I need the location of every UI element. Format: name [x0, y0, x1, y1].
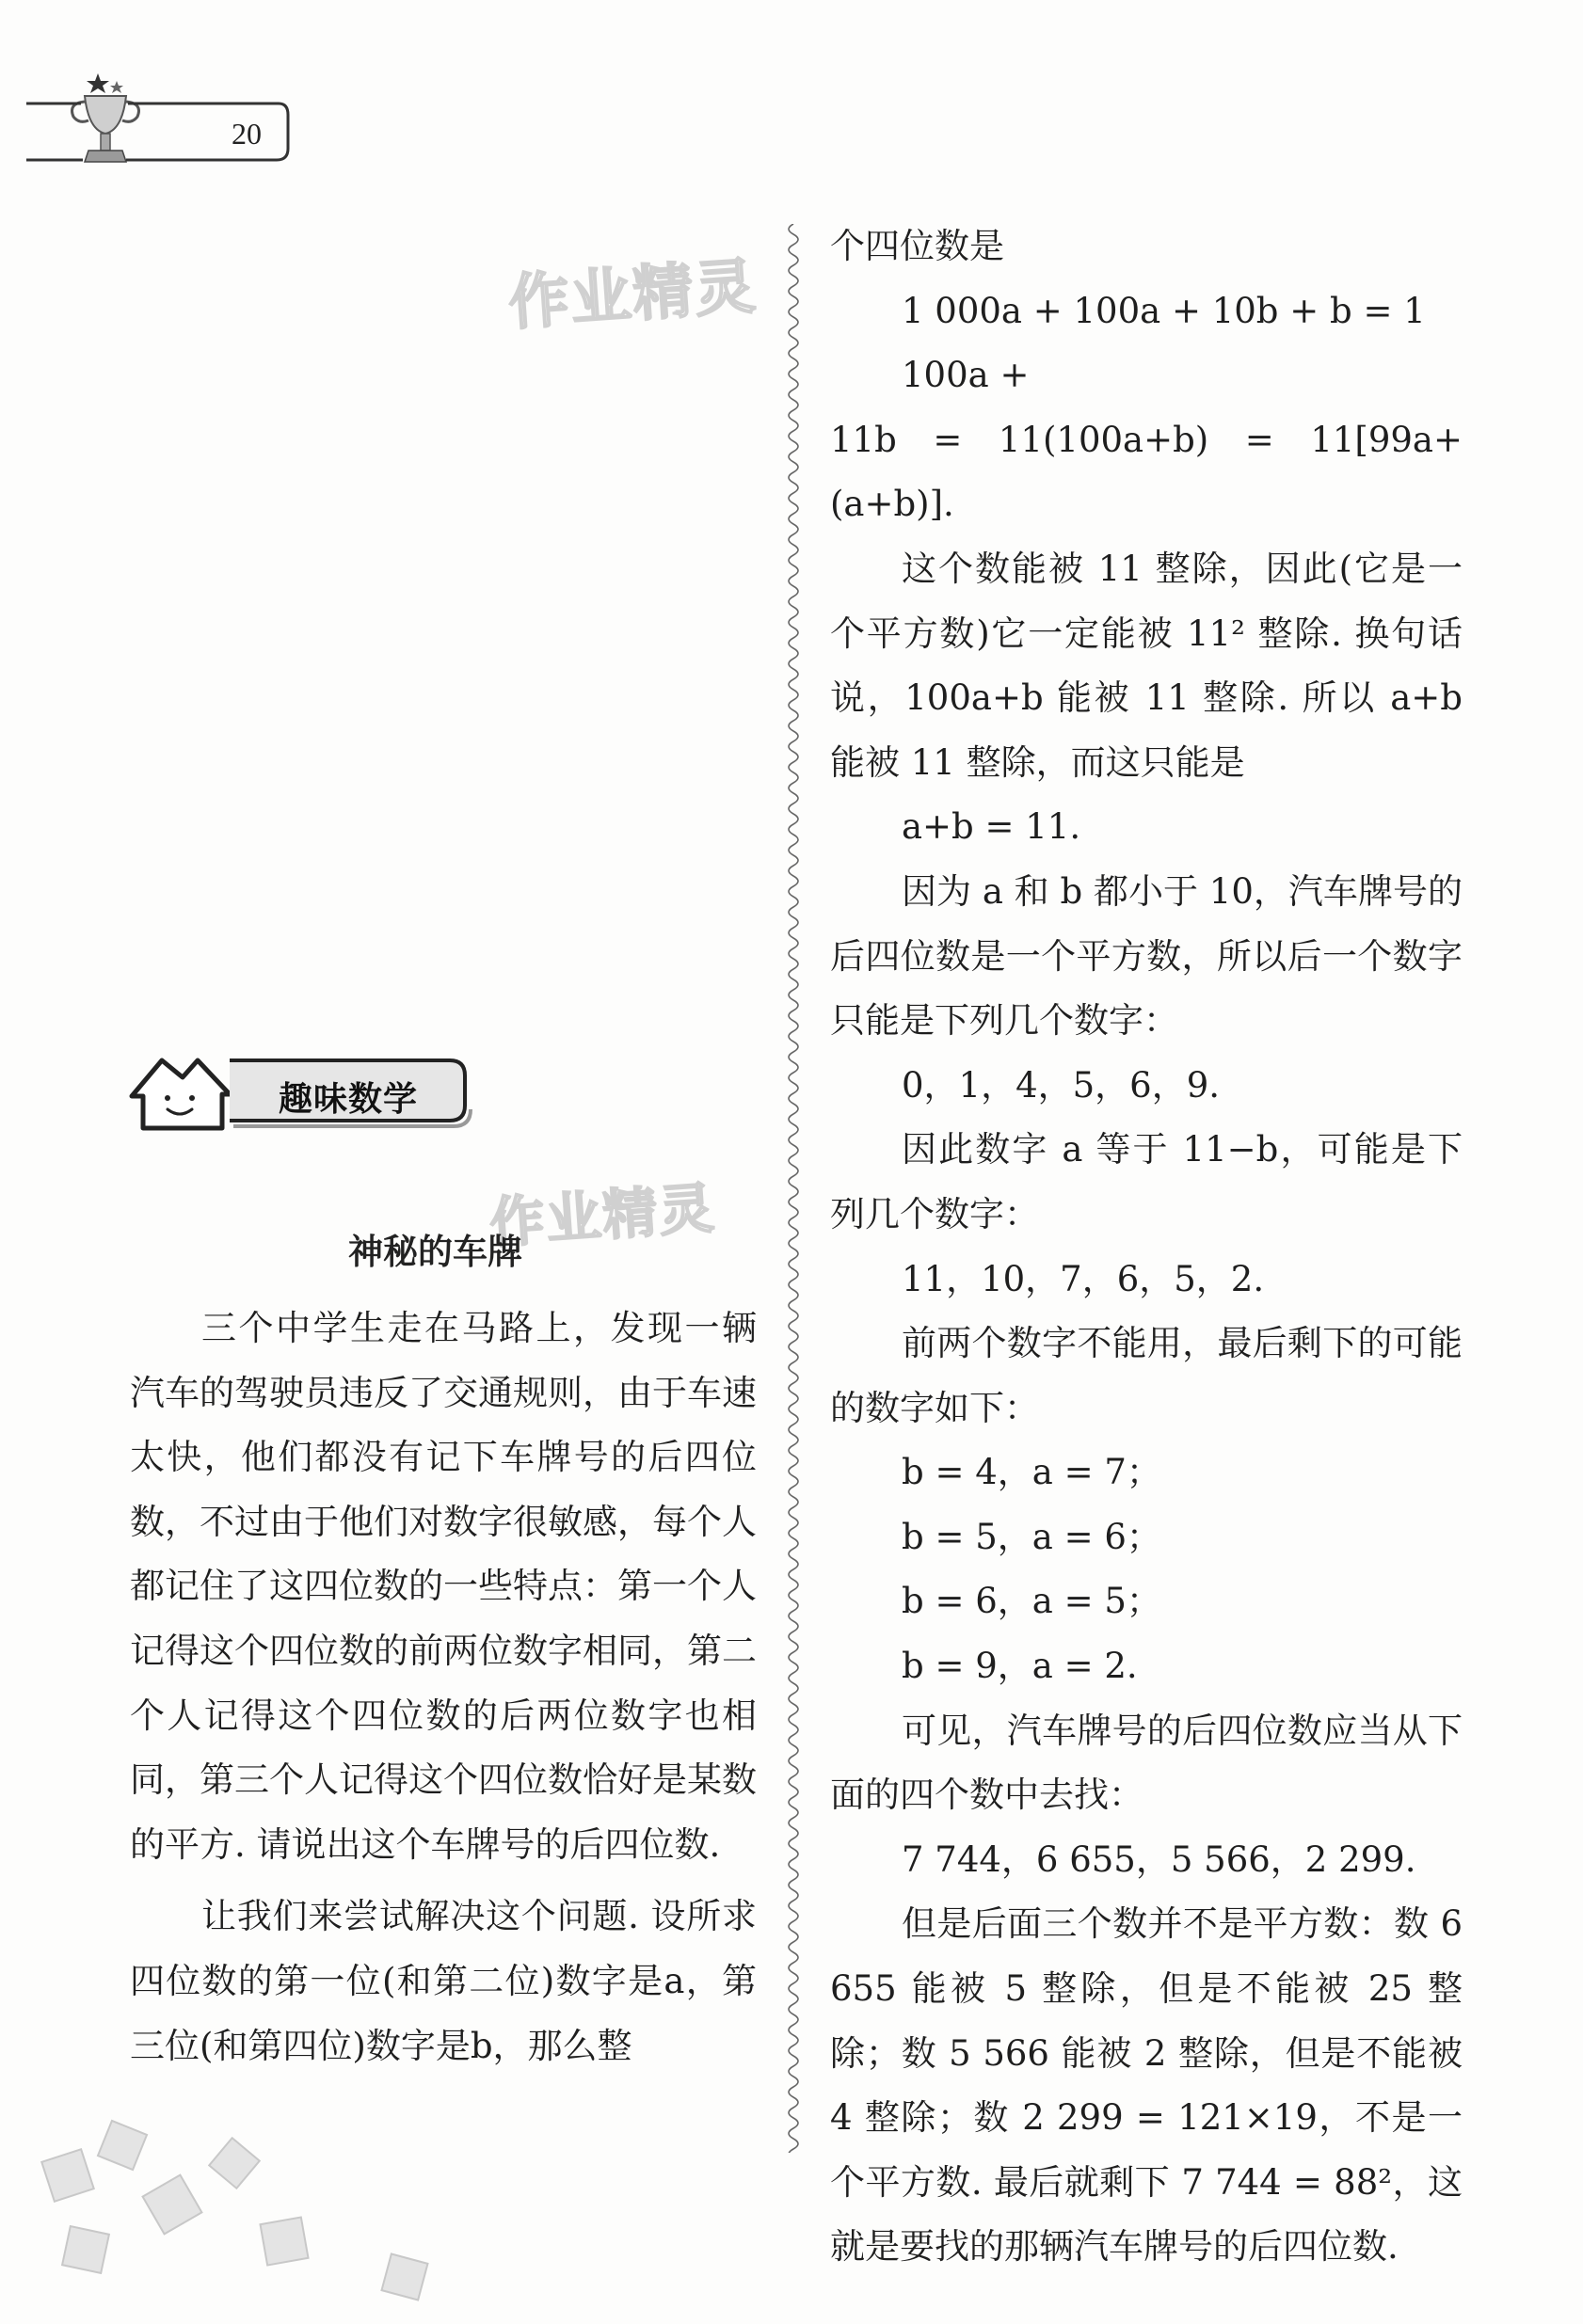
equation-line: b = 9，a = 2. — [902, 1646, 1138, 1687]
equation-line: b = 6，a = 5； — [902, 1581, 1161, 1622]
decorative-tiles — [28, 2117, 480, 2305]
section-label: 趣味数学 — [279, 1080, 419, 1119]
paragraph: 但是后面三个数并不是平方数：数 6 655 能被 5 整除，但是不能被 25 整除；数 5 566 能被 2 整除，但是不能被 4 整除；数 2 299 = 121×19，不是一个平方数. 最后就剩下 7 744 = 88²，这就是要找的那辆汽车牌号的后四位数. — [830, 1903, 1463, 2268]
equation-line: 11b = 11(100a+b) = 11[99a+(a+b)]. — [830, 419, 1463, 525]
equation-line: a+b = 11. — [902, 806, 1081, 848]
left-column — [130, 1297, 757, 2078]
house-smile-icon — [132, 1060, 230, 1128]
watermark-top: 作业精灵 — [506, 251, 760, 340]
equation-line: 1 000a + 100a + 10b + b = 1 100a + — [902, 290, 1426, 396]
equation-line: 7 744，6 655，5 566，2 299. — [902, 1839, 1416, 1880]
paragraph: 前两个数字不能用，最后剩下的可能的数字如下： — [830, 1323, 1463, 1428]
equation-line: 0，1，4，5，6，9. — [902, 1064, 1221, 1106]
equation-line: 11，10，7，6，5，2. — [902, 1258, 1265, 1299]
trophy-icon — [72, 73, 139, 162]
right-column — [830, 215, 1463, 2280]
paragraph: 让我们来尝试解决这个问题. 设所求四位数的第一位(和第二位)数字是a，第三位(和第四位)数字是b，那么整 — [130, 1896, 757, 2066]
paragraph: 这个数能被 11 整除，因此(它是一个平方数)它一定能被 11² 整除. 换句话说，100a+b 能被 11 整除. 所以 a+b 能被 11 整除，而这只能是 — [830, 548, 1463, 783]
text-line: 个四位数是 — [830, 226, 1004, 266]
equation-line: b = 4，a = 7； — [902, 1452, 1161, 1493]
paragraph: 因为 a 和 b 都小于 10，汽车牌号的后四位数是一个平方数，所以后一个数字只能是下列几个数字： — [830, 870, 1463, 1042]
story-title: 神秘的车牌 — [348, 1232, 522, 1272]
watermark-middle: 作业精灵 — [488, 1175, 718, 1256]
paragraph: 因此数字 a 等于 11−b，可能是下列几个数字： — [830, 1129, 1463, 1234]
paragraph: 三个中学生走在马路上，发现一辆汽车的驾驶员违反了交通规则，由于车速太快，他们都没有记下车牌号的后四位数，不过由于他们对数字很敏感，每个人都记住了这四位数的一些特点：第一个人记得这个四位数的前两位数字相同，第二个人记得这个四位数的后两位数字也相同，第三个人记得这个四位数恰好是某数的平方. 请说出这个车牌号的后四位数. — [130, 1308, 757, 1865]
paragraph: 可见，汽车牌号的后四位数应当从下面的四个数中去找： — [830, 1710, 1463, 1816]
equation-line: b = 5，a = 6； — [902, 1516, 1161, 1557]
page-number: 20 — [232, 117, 262, 151]
column-divider — [779, 224, 807, 2153]
